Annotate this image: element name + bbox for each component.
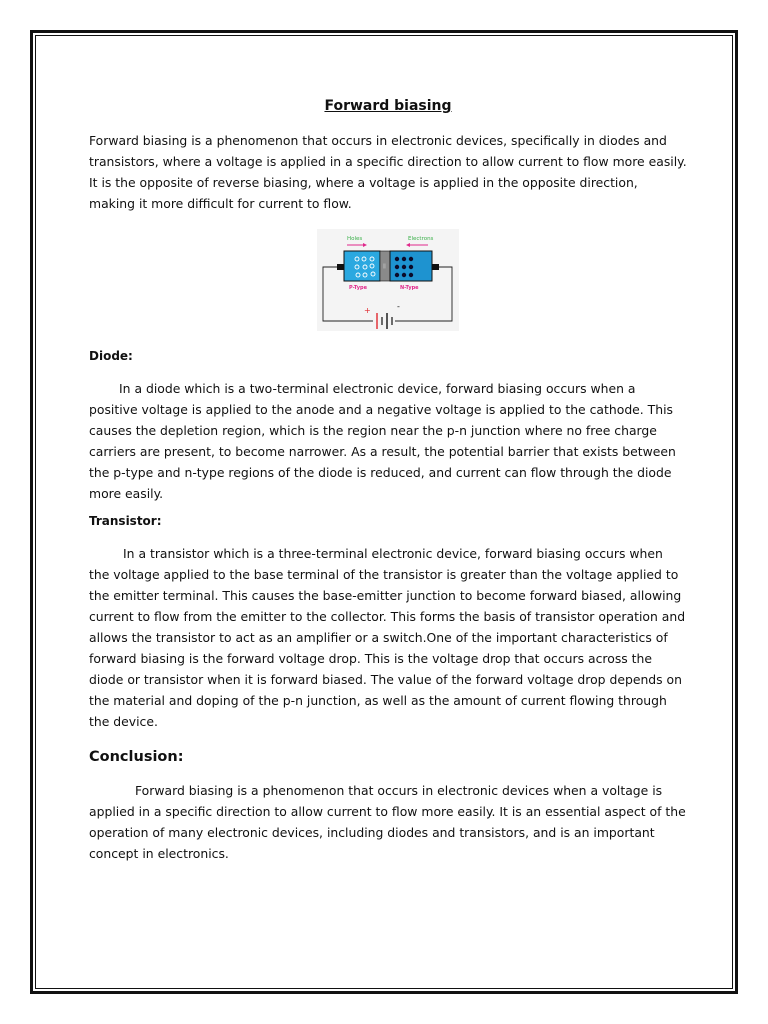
diode-heading: Diode: [89, 349, 133, 363]
document-content [89, 96, 687, 864]
transistor-heading: Transistor: [89, 514, 162, 528]
p-region [344, 251, 380, 281]
conclusion-heading: Conclusion: [89, 749, 184, 765]
depletion-mark: ||||| [382, 263, 386, 269]
n-type-label: N-Type [400, 285, 419, 291]
holes-label: Holes [347, 236, 363, 242]
battery-minus-label: - [397, 302, 400, 311]
pn-junction-figure [89, 229, 687, 331]
diode-paragraph: In a diode which is a two-terminal electronic device, forward biasing occurs when a positive voltage is applied to the anode and a negative voltage is applied to the cathode. This causes the depletion region, which is the region near the p-n junction where no free charge carriers are present, to become narrower. As a result, the potential barrier that exists between the p-type and n-type regions of the diode is reduced, and current can flow through the diode more easily. [89, 381, 676, 501]
transistor-paragraph: In a transistor which is a three-terminal electronic device, forward biasing occurs when the voltage applied to the base terminal of the transistor is greater than the voltage applied to the emitter terminal. This causes the base-emitter junction to become forward biased, allowing current to flow from the emitter to the collector. This forms the basis of transistor operation and allows the transistor to act as an amplifier or a switch.One of the important characteristics of forward biasing is the forward voltage drop. This is the voltage drop that occurs across the diode or transistor when it is forward biased. The value of the forward voltage drop depends on the material and doping of the p-n junction, as well as the amount of current flowing through the device. [89, 546, 686, 729]
conclusion-paragraph: Forward biasing is a phenomenon that occurs in electronic devices when a voltage is applied in a specific direction to allow current to flow more easily. It is an essential aspect of the operation of many electronic devices, including diodes and transistors, and is an important concept in electronics. [89, 783, 686, 861]
intro-paragraph: Forward biasing is a phenomenon that occurs in electronic devices, specifically in diodes and transistors, where a voltage is applied in a specific direction to allow current to flow more easily. It is the opposite of reverse biasing, where a voltage is applied in the opposite direction, making it more difficult for current to flow. [89, 133, 687, 211]
p-type-label: P-Type [349, 285, 367, 291]
electrons-label: Electrons [408, 236, 434, 242]
document-title: Forward biasing [324, 98, 452, 114]
battery-plus-label: + [364, 306, 371, 315]
forward-bias-diagram [317, 229, 459, 331]
electrons-group [395, 257, 413, 277]
